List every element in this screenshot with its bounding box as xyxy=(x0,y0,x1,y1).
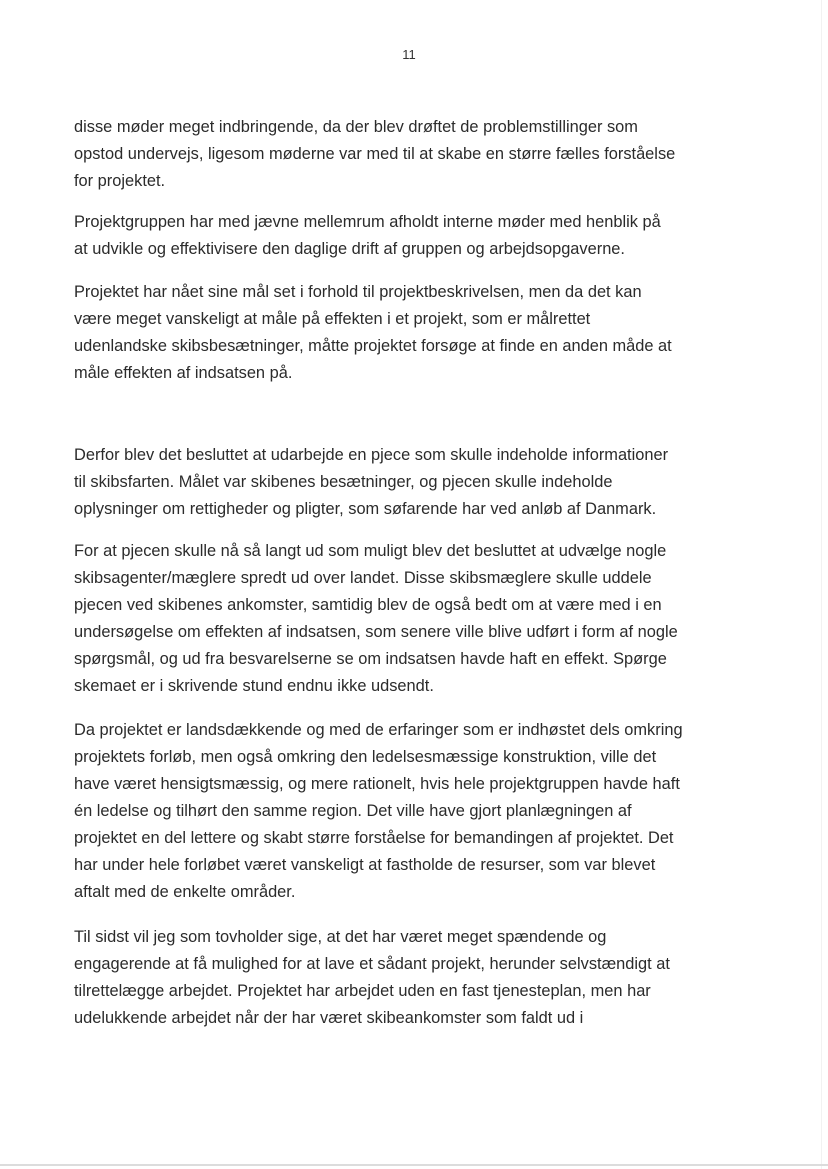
paragraph-1 xyxy=(74,114,754,195)
text-line: spørgsmål, og ud fra besvarelserne se om indsatsen havde haft en effekt. Spørge xyxy=(74,650,667,668)
text-line: oplysninger om rettigheder og pligter, som søfarende har ved anløb af Danmark. xyxy=(74,500,657,518)
paragraph-7 xyxy=(74,924,754,1032)
paragraph-5 xyxy=(74,538,754,700)
text-line: Projektet har nået sine mål set i forhold til projektbeskrivelsen, men da det kan xyxy=(74,283,642,301)
text-line: tilrettelægge arbejdet. Projektet har arbejdet uden en fast tjenesteplan, men har xyxy=(74,982,651,1000)
text-line: opstod undervejs, ligesom møderne var med til at skabe en større fælles forståelse xyxy=(74,145,676,163)
paragraph-4 xyxy=(74,442,754,523)
text-line: For at pjecen skulle nå så langt ud som muligt blev det besluttet at udvælge nogle xyxy=(74,542,667,560)
text-line: projektet en del lettere og skabt større forståelse for bemandingen af projektet. Det xyxy=(74,829,674,847)
text-line: Derfor blev det besluttet at udarbejde en pjece som skulle indeholde informationer xyxy=(74,446,669,464)
text-line: skibsagenter/mæglere spredt ud over landet. Disse skibsmæglere skulle uddele xyxy=(74,569,652,587)
text-line: Da projektet er landsdækkende og med de erfaringer som er indhøstet dels omkring xyxy=(74,721,683,739)
text-line: pjecen ved skibenes ankomster, samtidig blev de også bedt om at være med i en xyxy=(74,596,662,614)
text-line: måle effekten af indsatsen på. xyxy=(74,364,293,382)
text-line: til skibsfarten. Målet var skibenes besætninger, og pjecen skulle indeholde xyxy=(74,473,613,491)
text-line: have været hensigtsmæssig, og mere rationelt, hvis hele projektgruppen havde haft xyxy=(74,775,680,793)
text-line: disse møder meget indbringende, da der blev drøftet de problemstillinger som xyxy=(74,118,638,136)
text-line: for projektet. xyxy=(74,172,166,190)
text-line: udenlandske skibsbesætninger, måtte projektet forsøge at finde en anden måde at xyxy=(74,337,672,355)
page-number: 11 xyxy=(402,47,416,62)
text-line: Projektgruppen har med jævne mellemrum afholdt interne møder med henblik på xyxy=(74,213,661,231)
text-line: Til sidst vil jeg som tovholder sige, at det har været meget spændende og xyxy=(74,928,607,946)
text-line: én ledelse og tilhørt den samme region. Det ville have gjort planlægningen af xyxy=(74,802,632,820)
text-line: projektets forløb, men også omkring den ledelsesmæssige konstruktion, ville det xyxy=(74,748,657,766)
paragraph-6 xyxy=(74,717,754,906)
page-bottom-edge xyxy=(0,1164,828,1166)
paragraph-2 xyxy=(74,209,754,263)
text-line: undersøgelse om effekten af indsatsen, som senere ville blive udført i form af nogle xyxy=(74,623,678,641)
text-line: engagerende at få mulighed for at lave et sådant projekt, herunder selvstændigt at xyxy=(74,955,670,973)
scan-edge xyxy=(821,0,822,1169)
text-line: aftalt med de enkelte områder. xyxy=(74,883,296,901)
text-line: har under hele forløbet været vanskeligt at fastholde de resurser, som var blevet xyxy=(74,856,656,874)
text-line: skemaet er i skrivende stund endnu ikke udsendt. xyxy=(74,677,434,695)
paragraph-3 xyxy=(74,279,754,387)
text-line: at udvikle og effektivisere den daglige drift af gruppen og arbejdsopgaverne. xyxy=(74,240,625,258)
text-line: være meget vanskeligt at måle på effekten i et projekt, som er målrettet xyxy=(74,310,591,328)
text-line: udelukkende arbejdet når der har været skibeankomster som faldt ud i xyxy=(74,1009,584,1027)
